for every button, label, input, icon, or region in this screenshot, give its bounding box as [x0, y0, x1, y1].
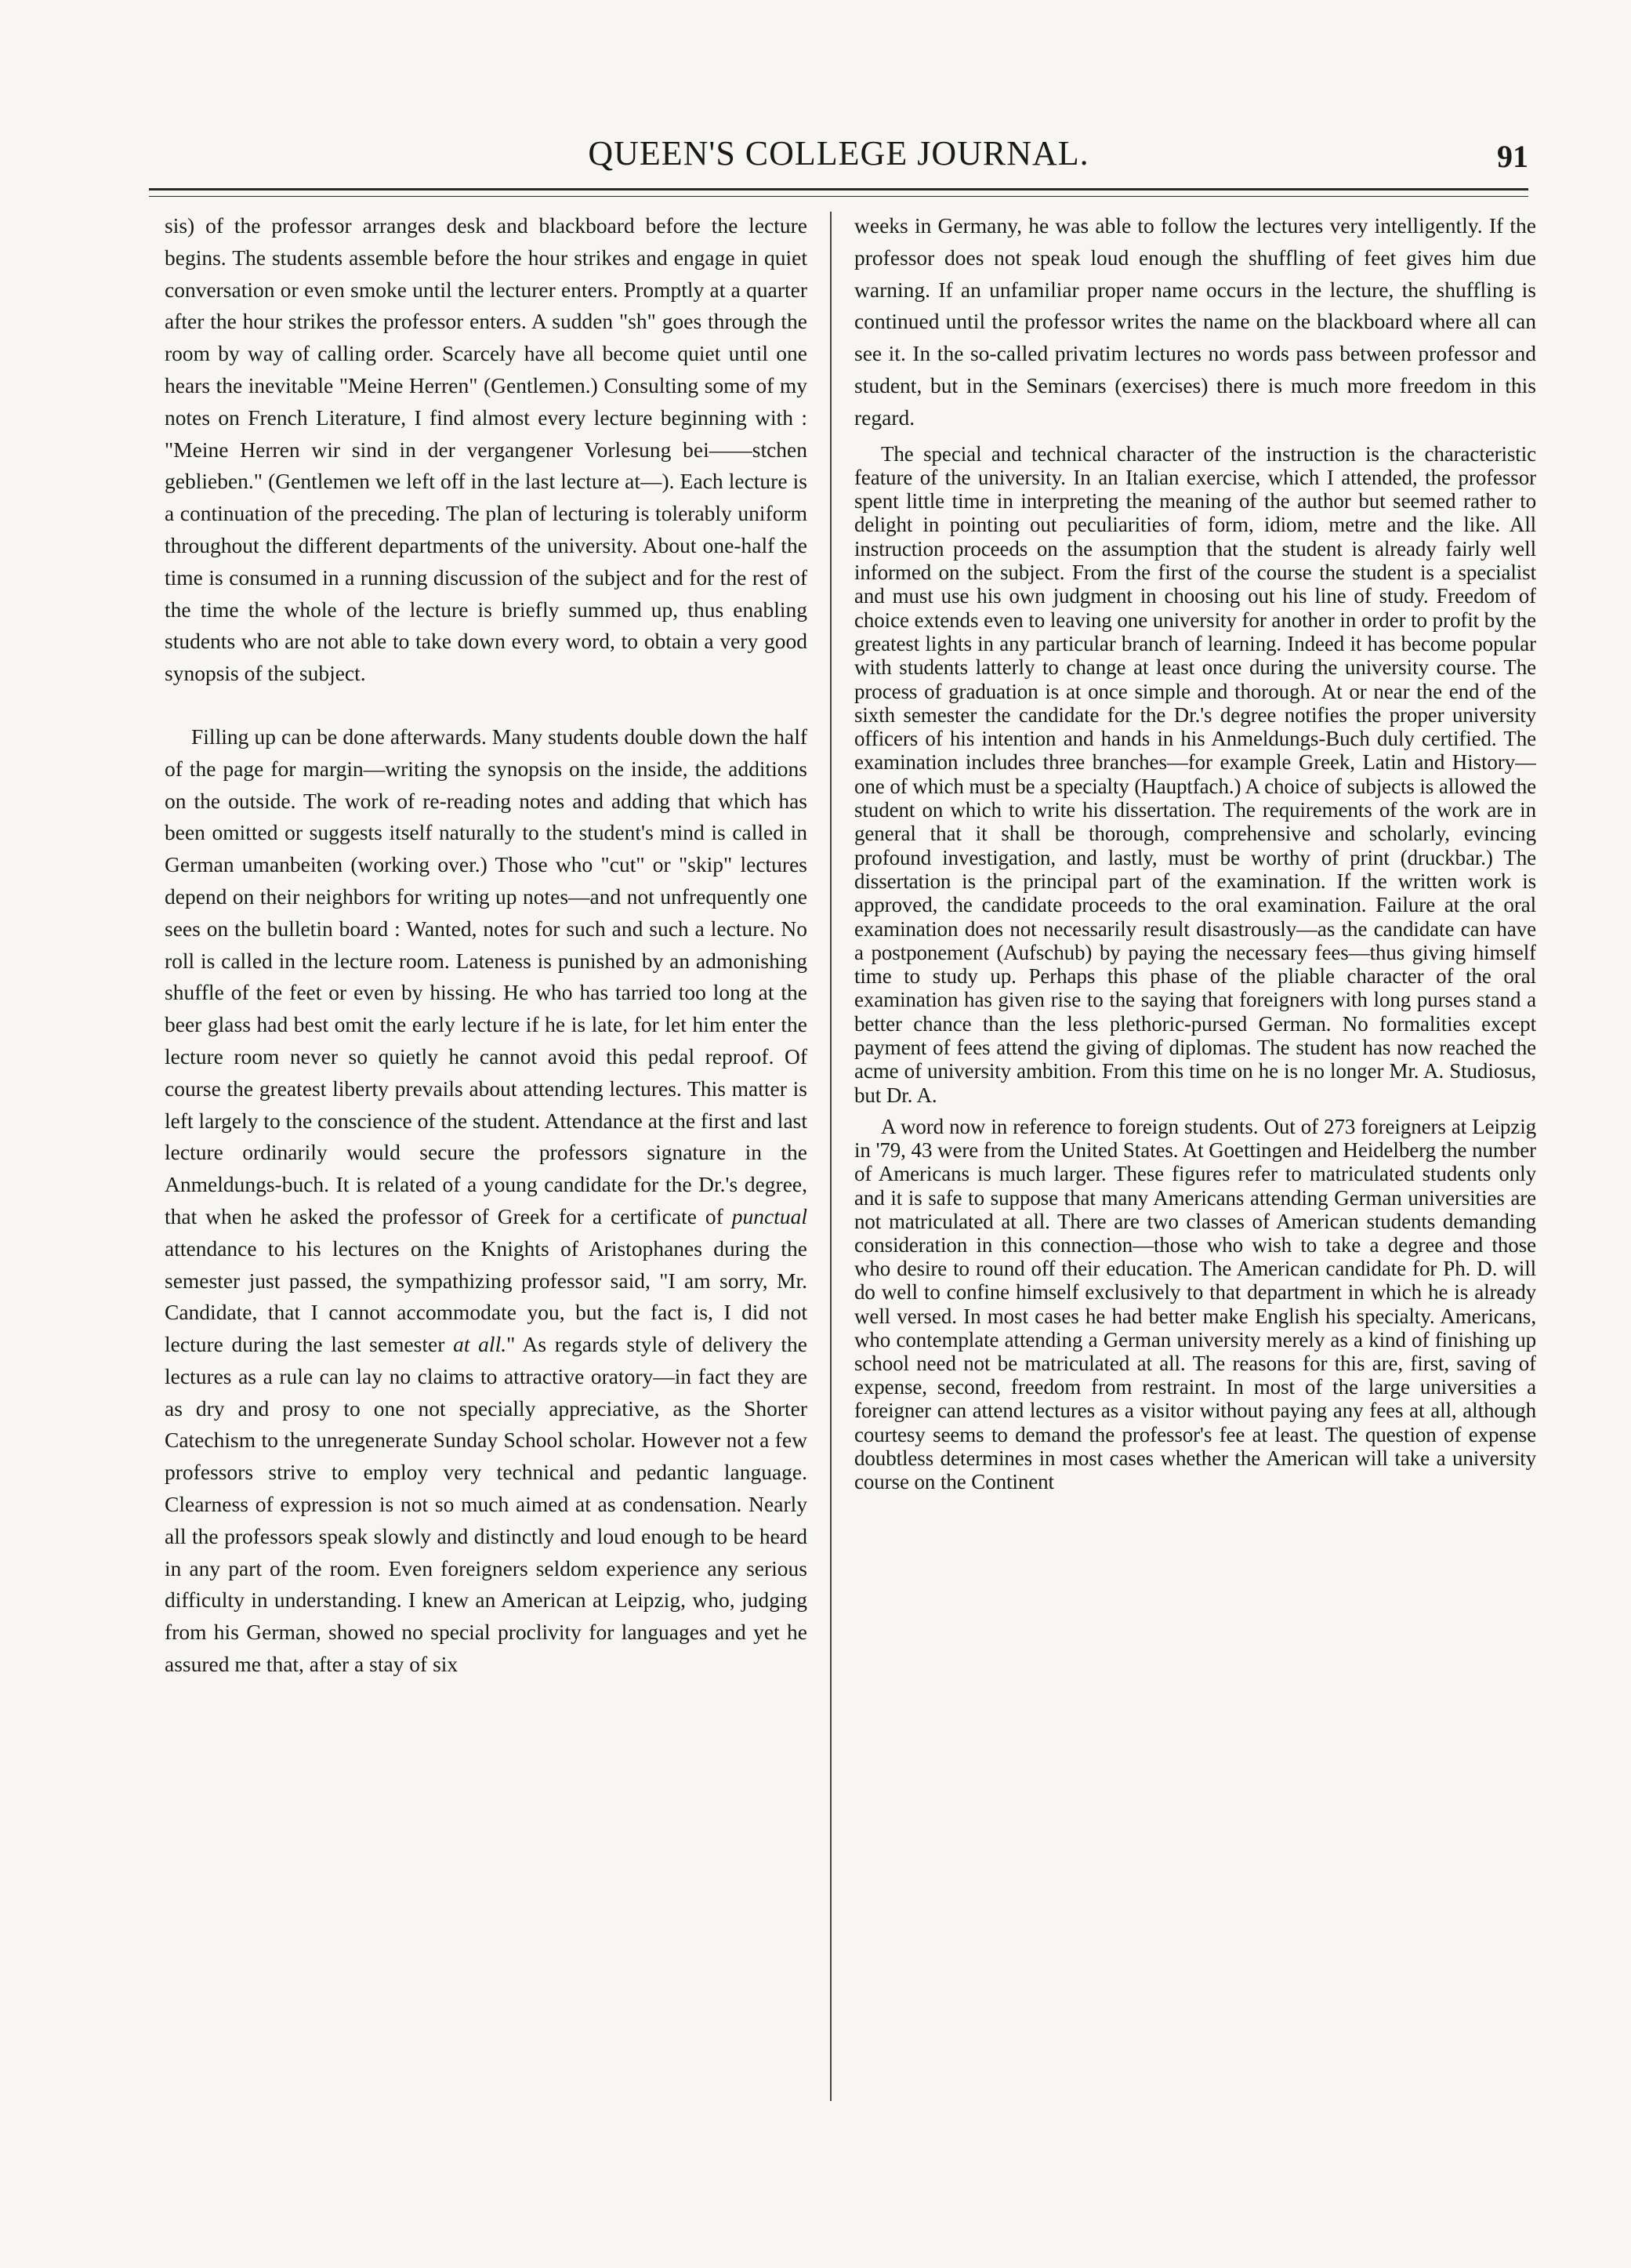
- column-divider: [830, 212, 832, 2101]
- paragraph: A word now in reference to foreign students. Out of 273 foreigners at Leipzig in '79, 43 were from the United States. At Goettingen and Heidelberg the number of Americans is much larger. These figures refer to matriculated students only and it is safe to suppose that many Americans attending German universities are not matriculated at all. There are two classes of American students demanding consideration in this connection—those who wish to take a degree and those who desire to round off their education. The American candidate for Ph. D. will do well to confine himself exclusively to that department in which he is already well versed. In most cases he had better make English his specialty. Americans, who contemplate attending a German university merely as a kind of finishing up school need not be matriculated at all. The reasons for this are, first, saving of expense, second, freedom from restraint. In most of the large universities a foreigner can attend lectures as a visitor without paying any fees at all, although courtesy seems to demand the professor's fee at least. The question of expense doubtless determines in most cases whether the American will take a university course on the Continent: [854, 1114, 1536, 1493]
- paragraph: [165, 721, 807, 1681]
- emphasis-text: punctual: [731, 1203, 807, 1228]
- paragraph: weeks in Germany, he was able to follow the lectures very intelligently. If the professor does not speak loud enough the shuffling of feet gives him due warning. If an unfamiliar proper name occurs in the lecture, the shuffling is continued until the professor writes the name on the blackboard where all can see it. In the so-called privatim lectures no words pass between professor and student, but in the Seminars (exercises) there is much more freedom in this regard.: [854, 213, 1536, 430]
- page-header: [149, 133, 1528, 188]
- journal-title: QUEEN'S COLLEGE JOURNAL.: [588, 134, 1089, 172]
- paragraph: sis) of the professor arranges desk and blackboard before the lecture begins. The students assemble before the hour strikes and engage in quiet conversation or even smoke until the lecturer enters. Promptly at a quarter after the hour strikes the professor enters. A sudden "sh" goes through the room by way of calling order. Scarcely have all become quiet until one hears the inevitable "Meine Herren" (Gentlemen.) Consulting some of my notes on French Literature, I find almost every lecture beginning with : "Meine Herren wir sind in der vergangener Vorlesung bei——stchen geblieben." (Gentlemen we left off in the last lecture at—). Each lecture is a continuation of the preceding. The plan of lecturing is tolerably uniform throughout the different departments of the university. About one-half the time is consumed in a running discussion of the subject and for the rest of the time the whole of the lecture is briefly summed up, thus enabling students who are not able to take down every word, to obtain a very good synopsis of the subject.: [165, 213, 807, 686]
- emphasis-text: at all.: [453, 1332, 507, 1357]
- header-rule-thin: [149, 196, 1528, 197]
- paragraph: The special and technical character of the instruction is the characteristic feature of the university. In an Italian exercise, which I attended, the professor spent little time in interpreting the meaning of the author but seemed rather to delight in pointing out peculiarities of form, idiom, metre and the like. All instruction proceeds on the assumption that the student is already fairly well informed on the subject. From the first of the course the student is a specialist and must use his own judgment in choosing out his line of study. Freedom of choice extends even to leaving one university for another in order to profit by the greatest lights in any particular branch of learning. Indeed it has become popular with students latterly to change at least once during the university course. The process of graduation is at once simple and thorough. At or near the end of the sixth semester the candidate for the Dr.'s degree notifies the proper university officers of his intention and hands in his Anmeldungs-Buch duly certified. The examination includes three branches—for example Greek, Latin and History—one of which must be a specialty (Hauptfach.) A choice of subjects is allowed the student on which to write his dissertation. The requirements of the work are in general that it shall be thorough, comprehensive and scholarly, evincing profound investigation, and lastly, must be worthy of print (druckbar.) The dissertation is the principal part of the examination. If the written work is approved, the candidate proceeds to the oral examination. Failure at the oral examination does not necessarily result disastrously—as the candidate can have a postponement (Aufschub) by paying the necessary fees—thus giving himself time to study up. Perhaps this phase of the pliable character of the oral examination has given rise to the saying that foreigners with long purses stand a better chance than the less plethoric-pursed German. No formalities except payment of fees attend the giving of diplomas. The student has now reached the acme of university ambition. From this time on he is no longer Mr. A. Studiosus, but Dr. A.: [854, 441, 1536, 1107]
- right-column: [854, 210, 1536, 2217]
- paragraph-text: Filling up can be done afterwards. Many students double down the half of the page for margin—writing the synopsis on the inside, the additions on the outside. The work of re-reading notes and adding that which has been omitted or suggests itself naturally to the student's mind is called in German umanbeiten (working over.) Those who "cut" or "skip" lectures depend on their neighbors for writing up notes—and not unfrequently one sees on the bulletin board : Wanted, notes for such and such a lecture. No roll is called in the lecture room. Lateness is punished by an admonishing shuffle of the feet or even by hissing. He who has tarried too long at the beer glass had best omit the early lecture if he is late, for let him enter the lecture room never so quietly he cannot avoid this pedal reproof. Of course the greatest liberty prevails about attending lectures. This matter is left largely to the conscience of the student. Attendance at the first and last lecture ordinarily would secure the professors signature in the Anmeldungs-buch. It is related of a young candidate for the Dr.'s degree, that when he asked the professor of Greek for a certificate of: [165, 724, 807, 1228]
- paragraph-text: attendance to his lectures on the Knights of Aristophanes during the semester just passed, the sympathizing professor said, "I am sorry, Mr. Candidate, that I cannot accommodate you, but the fact is, I did not lecture during the last semester: [165, 1236, 807, 1357]
- header-rule: [149, 188, 1528, 191]
- left-column: [165, 210, 807, 2217]
- page-number: 91: [1497, 139, 1528, 174]
- paragraph-text: " As regards style of delivery the lectures as a rule can lay no claims to attractive oratory—in fact they are as dry and prosy to one not specially appreciative, as the Shorter Catechism to the unregenerate Sunday School scholar. However not a few professors strive to employ very technical and pedantic language. Clearness of expression is not so much aimed at as condensation. Nearly all the professors speak slowly and distinctly and loud enough to be heard in any part of the room. Even foreigners seldom experience any serious difficulty in understanding. I knew an American at Leipzig, who, judging from his German, showed no special proclivity for languages and yet he assured me that, after a stay of six: [165, 1332, 807, 1677]
